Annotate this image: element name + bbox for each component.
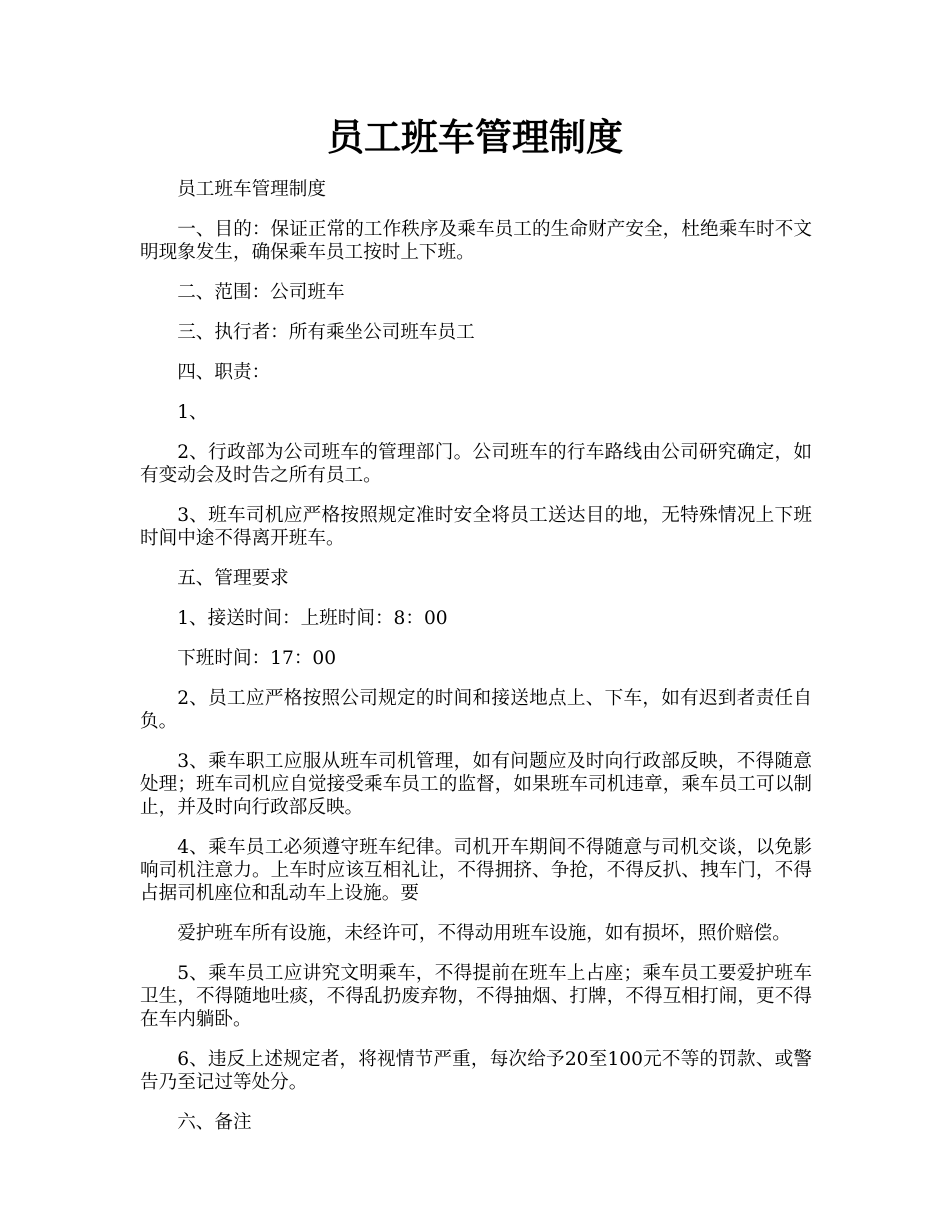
document-body: [140, 178, 812, 1151]
paragraph: 5、乘车员工应讲究文明乘车，不得提前在班车上占座；乘车员工要爱护班车卫生，不得随地吐痰，不得乱扔废弃物，不得抽烟、打牌，不得互相打闹，更不得在车内躺卧。: [140, 963, 812, 1030]
paragraph-purpose: 一、目的：保证正常的工作秩序及乘车员工的生命财产安全，杜绝乘车时不文明现象发生，确保乘车员工按时上下班。: [140, 219, 812, 263]
document-title: 员工班车管理制度: [327, 115, 623, 159]
paragraph: 2、行政部为公司班车的管理部门。公司班车的行车路线由公司研究确定，如有变动会及时告之所有员工。: [140, 442, 812, 486]
paragraph-scope: 二、范围：公司班车: [177, 282, 345, 303]
paragraph: 4、乘车员工必须遵守班车纪律。司机开车期间不得随意与司机交谈，以免影响司机注意力。上车时应该互相礼让，不得拥挤、争抢，不得反扒、拽车门，不得占据司机座位和乱动车上设施。要: [140, 837, 812, 904]
paragraph-requirements: 五、管理要求: [177, 568, 289, 589]
paragraph: 1、接送时间：上班时间：8：00: [177, 608, 448, 629]
paragraph-executor: 三、执行者：所有乘坐公司班车员工: [177, 322, 475, 343]
paragraph: 3、班车司机应严格按照规定准时安全将员工送达目的地，无特殊情况上下班时间中途不得离开班车。: [140, 505, 812, 549]
paragraph: 3、乘车职工应服从班车司机管理，如有问题应及时向行政部反映，不得随意处理；班车司机应自觉接受乘车员工的监督，如果班车司机违章，乘车员工可以制止，并及时向行政部反映。: [140, 751, 812, 818]
paragraph: 下班时间：17：00: [177, 648, 337, 669]
paragraph-duties: 四、职责：: [177, 362, 271, 383]
paragraph-heading: 员工班车管理制度: [177, 179, 326, 200]
paragraph: 1、: [177, 402, 208, 423]
paragraph: 2、员工应严格按照公司规定的时间和接送地点上、下车，如有迟到者责任自负。: [140, 688, 812, 732]
paragraph: 6、违反上述规定者，将视情节严重，每次给予20至100元不等的罚款、或警告乃至记过等处分。: [140, 1049, 812, 1093]
paragraph: 爱护班车所有设施，未经许可，不得动用班车设施，如有损坏，照价赔偿。: [177, 923, 791, 944]
paragraph-notes: 六、备注: [177, 1112, 252, 1133]
